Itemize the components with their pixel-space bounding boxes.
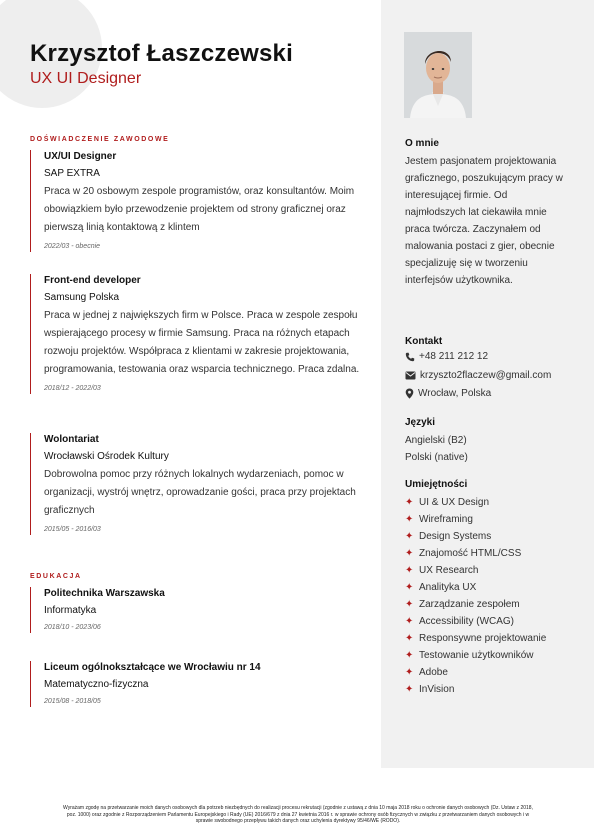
star-bullet-icon: ✦ <box>405 531 414 542</box>
star-bullet-icon: ✦ <box>405 599 414 610</box>
contact-location <box>405 388 491 399</box>
skills-list <box>405 494 546 698</box>
language-item: Polski (native) <box>405 452 468 463</box>
entry-dates: 2018/10 - 2023/06 <box>44 624 101 631</box>
experience-entry <box>30 433 364 535</box>
location-text: Wrocław, Polska <box>418 388 492 399</box>
education-entry <box>30 661 364 707</box>
entry-organization: Matematyczno-fizyczna <box>44 679 149 690</box>
skill-item: ✦ Design Systems <box>405 528 546 545</box>
skill-item: ✦ Wireframing <box>405 511 546 528</box>
skill-item: ✦ Analityka UX <box>405 579 546 596</box>
entry-dates: 2015/05 - 2016/03 <box>44 526 101 533</box>
entry-description: Praca w jednej z największych firm w Polsce. Praca w zespole zespołu wspierającego procesy w firmie Samsung. Praca na różnych etapach rozwoju projektów. Współpraca z klientami w zakresie projektowania, programowania, testowania oraz wsparcia technicznego. Praca zdalna. <box>44 310 360 375</box>
skill-item: ✦ Adobe <box>405 664 546 681</box>
skill-item: ✦ Responsywne projektowanie <box>405 630 546 647</box>
star-bullet-icon: ✦ <box>405 684 414 695</box>
about-heading: O mnie <box>405 138 439 149</box>
entry-organization: Wrocławski Ośrodek Kultury <box>44 451 169 462</box>
star-bullet-icon: ✦ <box>405 548 414 559</box>
entry-dates: 2015/08 - 2018/05 <box>44 698 101 705</box>
skill-item: ✦ Testowanie użytkowników <box>405 647 546 664</box>
entry-organization: Informatyka <box>44 605 97 616</box>
phone-icon <box>405 352 415 362</box>
experience-entry <box>30 150 364 252</box>
contact-heading: Kontakt <box>405 336 443 347</box>
skill-item: ✦ Zarządzanie zespołem <box>405 596 546 613</box>
candidate-name: Krzysztof Łaszczewski <box>30 40 293 67</box>
star-bullet-icon: ✦ <box>405 616 414 627</box>
entry-description: Praca w 20 osbowym zespole programistów, oraz konsultantów. Moim obowiązkiem było przewodzenie projektem od strony graficznej oraz pierwszą linią kontaktową z klintem <box>44 186 355 233</box>
entry-title: Front-end developer <box>44 275 141 286</box>
star-bullet-icon: ✦ <box>405 514 414 525</box>
entry-description: Dobrowolna pomoc przy różnych lokalnych wydarzeniach, pomoc w organizacji, wystrój wnętrz, oprowadzanie gości, praca przy projektach graficznych <box>44 469 356 516</box>
entry-title: Wolontariat <box>44 434 99 445</box>
star-bullet-icon: ✦ <box>405 582 414 593</box>
gdpr-consent-clause: Wyrażam zgodę na przetwarzanie moich danych osobowych dla potrzeb niezbędnych do realizacji procesu rekrutacji (zgodnie z ustawą z dnia 10 maja 2018 roku o ochronie danych osobowych (Dz. Ustaw z 2018, poz. 1000) oraz zgodnie z Rozporządzeniem Parlamentu Europejskiego i Rady (UE) 2016/679 z dnia 27 kwietnia 2016 r. w sprawie ochrony osób fizycznych w związku z przetwarzaniem danych osobowych i w sprawie swobodnego przepływu takich danych oraz uchylenia dyrektywy 95/46/WE (RODO). <box>63 805 533 824</box>
star-bullet-icon: ✦ <box>405 497 414 508</box>
education-section-title: EDUKACJA <box>30 573 82 580</box>
skill-item: ✦ UI & UX Design <box>405 494 546 511</box>
profile-photo <box>404 32 472 118</box>
portrait-icon <box>404 32 472 118</box>
entry-title: Politechnika Warszawska <box>44 588 165 599</box>
skill-item: ✦ UX Research <box>405 562 546 579</box>
language-item: Angielski (B2) <box>405 435 467 446</box>
skill-item: ✦ Accessibility (WCAG) <box>405 613 546 630</box>
contact-phone <box>405 351 488 362</box>
entry-organization: SAP EXTRA <box>44 168 100 179</box>
skill-item: ✦ InVision <box>405 681 546 698</box>
about-text: Jestem pasjonatem projektowania graficznego, poszukującym pracy w interesującej firmie. Od najmłodszych lat ciekawiła mnie praca twórcza. Zaczynałem od malowania postaci z gier, obecnie specjalizuję się w tworzeniu interfejsów użytkownika. <box>405 156 563 286</box>
entry-dates: 2018/12 - 2022/03 <box>44 385 101 392</box>
experience-section-title: DOŚWIADCZENIE ZAWODOWE <box>30 136 170 143</box>
envelope-icon <box>405 371 416 380</box>
skills-heading: Umiejętności <box>405 479 468 490</box>
email-address: krzyszto2flaczew@gmail.com <box>420 370 552 381</box>
star-bullet-icon: ✦ <box>405 650 414 661</box>
languages-heading: Języki <box>405 417 436 428</box>
entry-organization: Samsung Polska <box>44 292 120 303</box>
contact-email <box>405 370 551 381</box>
map-pin-icon <box>405 388 414 399</box>
entry-title: Liceum ogólnokształcące we Wrocławiu nr 14 <box>44 662 261 673</box>
skill-item: ✦ Znajomość HTML/CSS <box>405 545 546 562</box>
phone-number: +48 211 212 12 <box>419 351 489 362</box>
entry-title: UX/UI Designer <box>44 151 117 162</box>
experience-entry <box>30 274 364 394</box>
star-bullet-icon: ✦ <box>405 633 414 644</box>
education-entry <box>30 587 364 633</box>
star-bullet-icon: ✦ <box>405 667 414 678</box>
entry-dates: 2022/03 - obecnie <box>44 243 101 250</box>
candidate-role: UX UI Designer <box>30 70 142 87</box>
star-bullet-icon: ✦ <box>405 565 414 576</box>
